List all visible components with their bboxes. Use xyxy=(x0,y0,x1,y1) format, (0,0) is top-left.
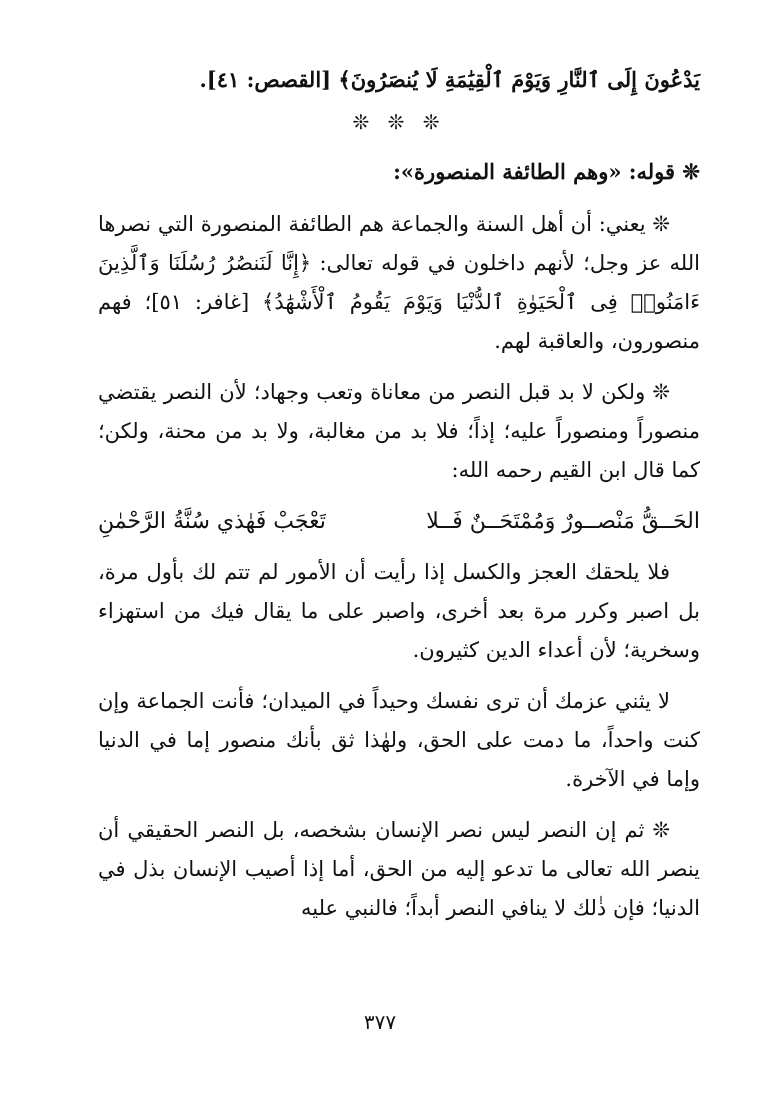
paragraph-2: ❊ ولكن لا بد قبل النصر من معاناة وتعب وجهاد؛ لأن النصر يقتضي منصوراً ومنصوراً عليه؛ إذاً؛ فلا بد من مغالبة، ولا بد من محنة، ولكن؛ كما قال ابن القيم رحمه الله: xyxy=(98,380,700,482)
paragraph-1: ❊ يعني: أن أهل السنة والجماعة هم الطائفة المنصورة التي نصرها الله عز وجل؛ لأنهم داخلون في قوله تعالى: ﴿إِنَّا لَنَنصُرُ رُسُلَنَا وَٱلَّذِينَ ءَامَنُوا۟ فِى ٱلْحَيَوٰةِ ٱلدُّنْيَا وَيَوْمَ يَقُومُ ٱلْأَشْهَٰدُ﴾ [غافر: ٥١]؛ فهم منصورون، والعاقبة لهم. xyxy=(98,212,700,353)
section-separator-stars: ❊ ❊ ❊ xyxy=(352,110,446,134)
poem-first-hemistich: الحَــقُّ مَنْصــورٌ وَمُمْتَحَــنٌ فَــلا xyxy=(426,509,700,534)
quran-verse-continuation: يَدْعُونَ إِلَى ٱلنَّارِ وَيَوْمَ ٱلْقِيَٰمَةِ لَا يُنصَرُونَ﴾ [القصص: ٤١]. xyxy=(199,67,700,92)
page-number: ٣٧٧ xyxy=(363,1010,397,1034)
section-heading: ❊ قوله: «وهم الطائفة المنصورة»: xyxy=(393,159,700,184)
paragraph-3: فلا يلحقك العجز والكسل إذا رأيت أن الأمور لم تتم لك بأول مرة، بل اصبر وكرر مرة بعد أخرى، واصبر على ما يقال فيك من استهزاء وسخرية؛ لأن أعداء الدين كثيرون. xyxy=(98,560,700,662)
page-body xyxy=(98,60,700,940)
paragraph-4: لا يثني عزمك أن ترى نفسك وحيداً في الميدان؛ فأنت الجماعة وإن كنت واحداً، ما دمت على الحق، ولهٰذا ثق بأنك منصور إما في الدنيا وإما في الآخرة. xyxy=(98,689,700,791)
paragraph-5: ❊ ثم إن النصر ليس نصر الإنسان بشخصه، بل النصر الحقيقي أن ينصر الله تعالى ما تدعو إليه من الحق، أما إذا أصيب الإنسان بذل في الدنيا؛ فإن ذٰلك لا ينافي النصر أبداً؛ فالنبي عليه xyxy=(98,818,700,920)
poem-verse xyxy=(98,502,700,541)
poem-second-hemistich: تَعْجَبْ فَهٰذي سُنَّةُ الرَّحْمٰنِ xyxy=(98,509,326,534)
